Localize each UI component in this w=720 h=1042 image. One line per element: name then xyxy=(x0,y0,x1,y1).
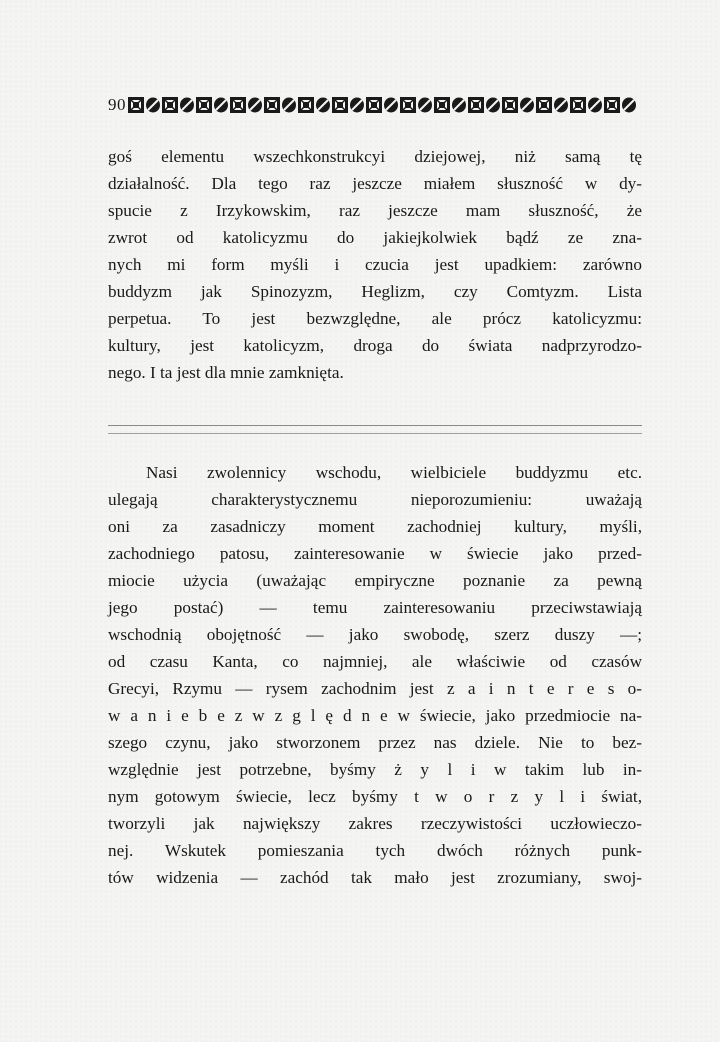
text-line: jego postać) — temu zainteresowaniu przeciwstawiają xyxy=(108,598,642,617)
text-line: oni za zasadniczy moment zachodniej kultury, myśli, xyxy=(108,517,642,536)
text-line: nych mi form myśli i czucia jest upadkiem: zarówno xyxy=(108,255,642,274)
text-line: Grecyi, Rzymu — rysem zachodnim jest z a i n t e r e s o- xyxy=(108,679,642,698)
paragraph-1 xyxy=(108,143,642,386)
paragraph-2 xyxy=(108,459,642,891)
section-divider-bottom xyxy=(108,433,642,434)
text-line: od czasu Kanta, co najmniej, ale właściwie od czasów xyxy=(108,652,642,671)
text-line: nym gotowym świecie, lecz byśmy t w o r z y l i świat, xyxy=(108,787,642,806)
text-line: zachodniego patosu, zainteresowanie w świecie jako przed- xyxy=(108,544,642,563)
text-line: spucie z Irzykowskim, raz jeszcze mam słuszność, że xyxy=(108,201,642,220)
text-line: nej. Wskutek pomieszania tych dwóch różnych punk- xyxy=(108,841,642,860)
section-divider-top xyxy=(108,425,642,426)
text-line: goś elementu wszechkonstrukcyi dziejowej, niż samą tę xyxy=(108,147,642,166)
page-header xyxy=(108,94,642,116)
page-number: 90 xyxy=(108,95,126,114)
text-line: zwrot od katolicyzmu do jakiejkolwiek bądź ze zna- xyxy=(108,228,642,247)
text-line: miocie użycia (uważając empiryczne poznanie za pewną xyxy=(108,571,642,590)
text-line: względnie jest potrzebne, byśmy ż y l i w takim lub in- xyxy=(108,760,642,779)
text-line: tworzyli jak największy zakres rzeczywistości uczłowieczo- xyxy=(108,814,642,833)
text-line: tów widzenia — zachód tak mało jest zrozumiany, swoj- xyxy=(108,868,642,887)
text-line: perpetua. To jest bezwzględne, ale prócz katolicyzmu: xyxy=(108,309,642,328)
text-line: działalność. Dla tego raz jeszcze miałem słuszność w dy- xyxy=(108,174,642,193)
text-line: w a n i e b e z w z g l ę d n e w świecie, jako przedmiocie na- xyxy=(108,706,642,725)
text-line: kultury, jest katolicyzm, droga do świata nadprzyrodzo- xyxy=(108,336,642,355)
text-line: szego czynu, jako stworzonem przez nas dziele. Nie to bez- xyxy=(108,733,642,752)
text-line: buddyzm jak Spinozyzm, Heglizm, czy Comtyzm. Lista xyxy=(108,282,642,301)
text-line: ulegają charakterystycznemu nieporozumieniu: uważają xyxy=(108,490,642,509)
greek-key-ornament-icon xyxy=(128,96,642,114)
text-line: Nasi zwolennicy wschodu, wielbiciele buddyzmu etc. xyxy=(146,463,642,482)
text-line: nego. I ta jest dla mnie zamknięta. xyxy=(108,363,344,382)
text-line: wschodnią obojętność — jako swobodę, szerz duszy —; xyxy=(108,625,642,644)
